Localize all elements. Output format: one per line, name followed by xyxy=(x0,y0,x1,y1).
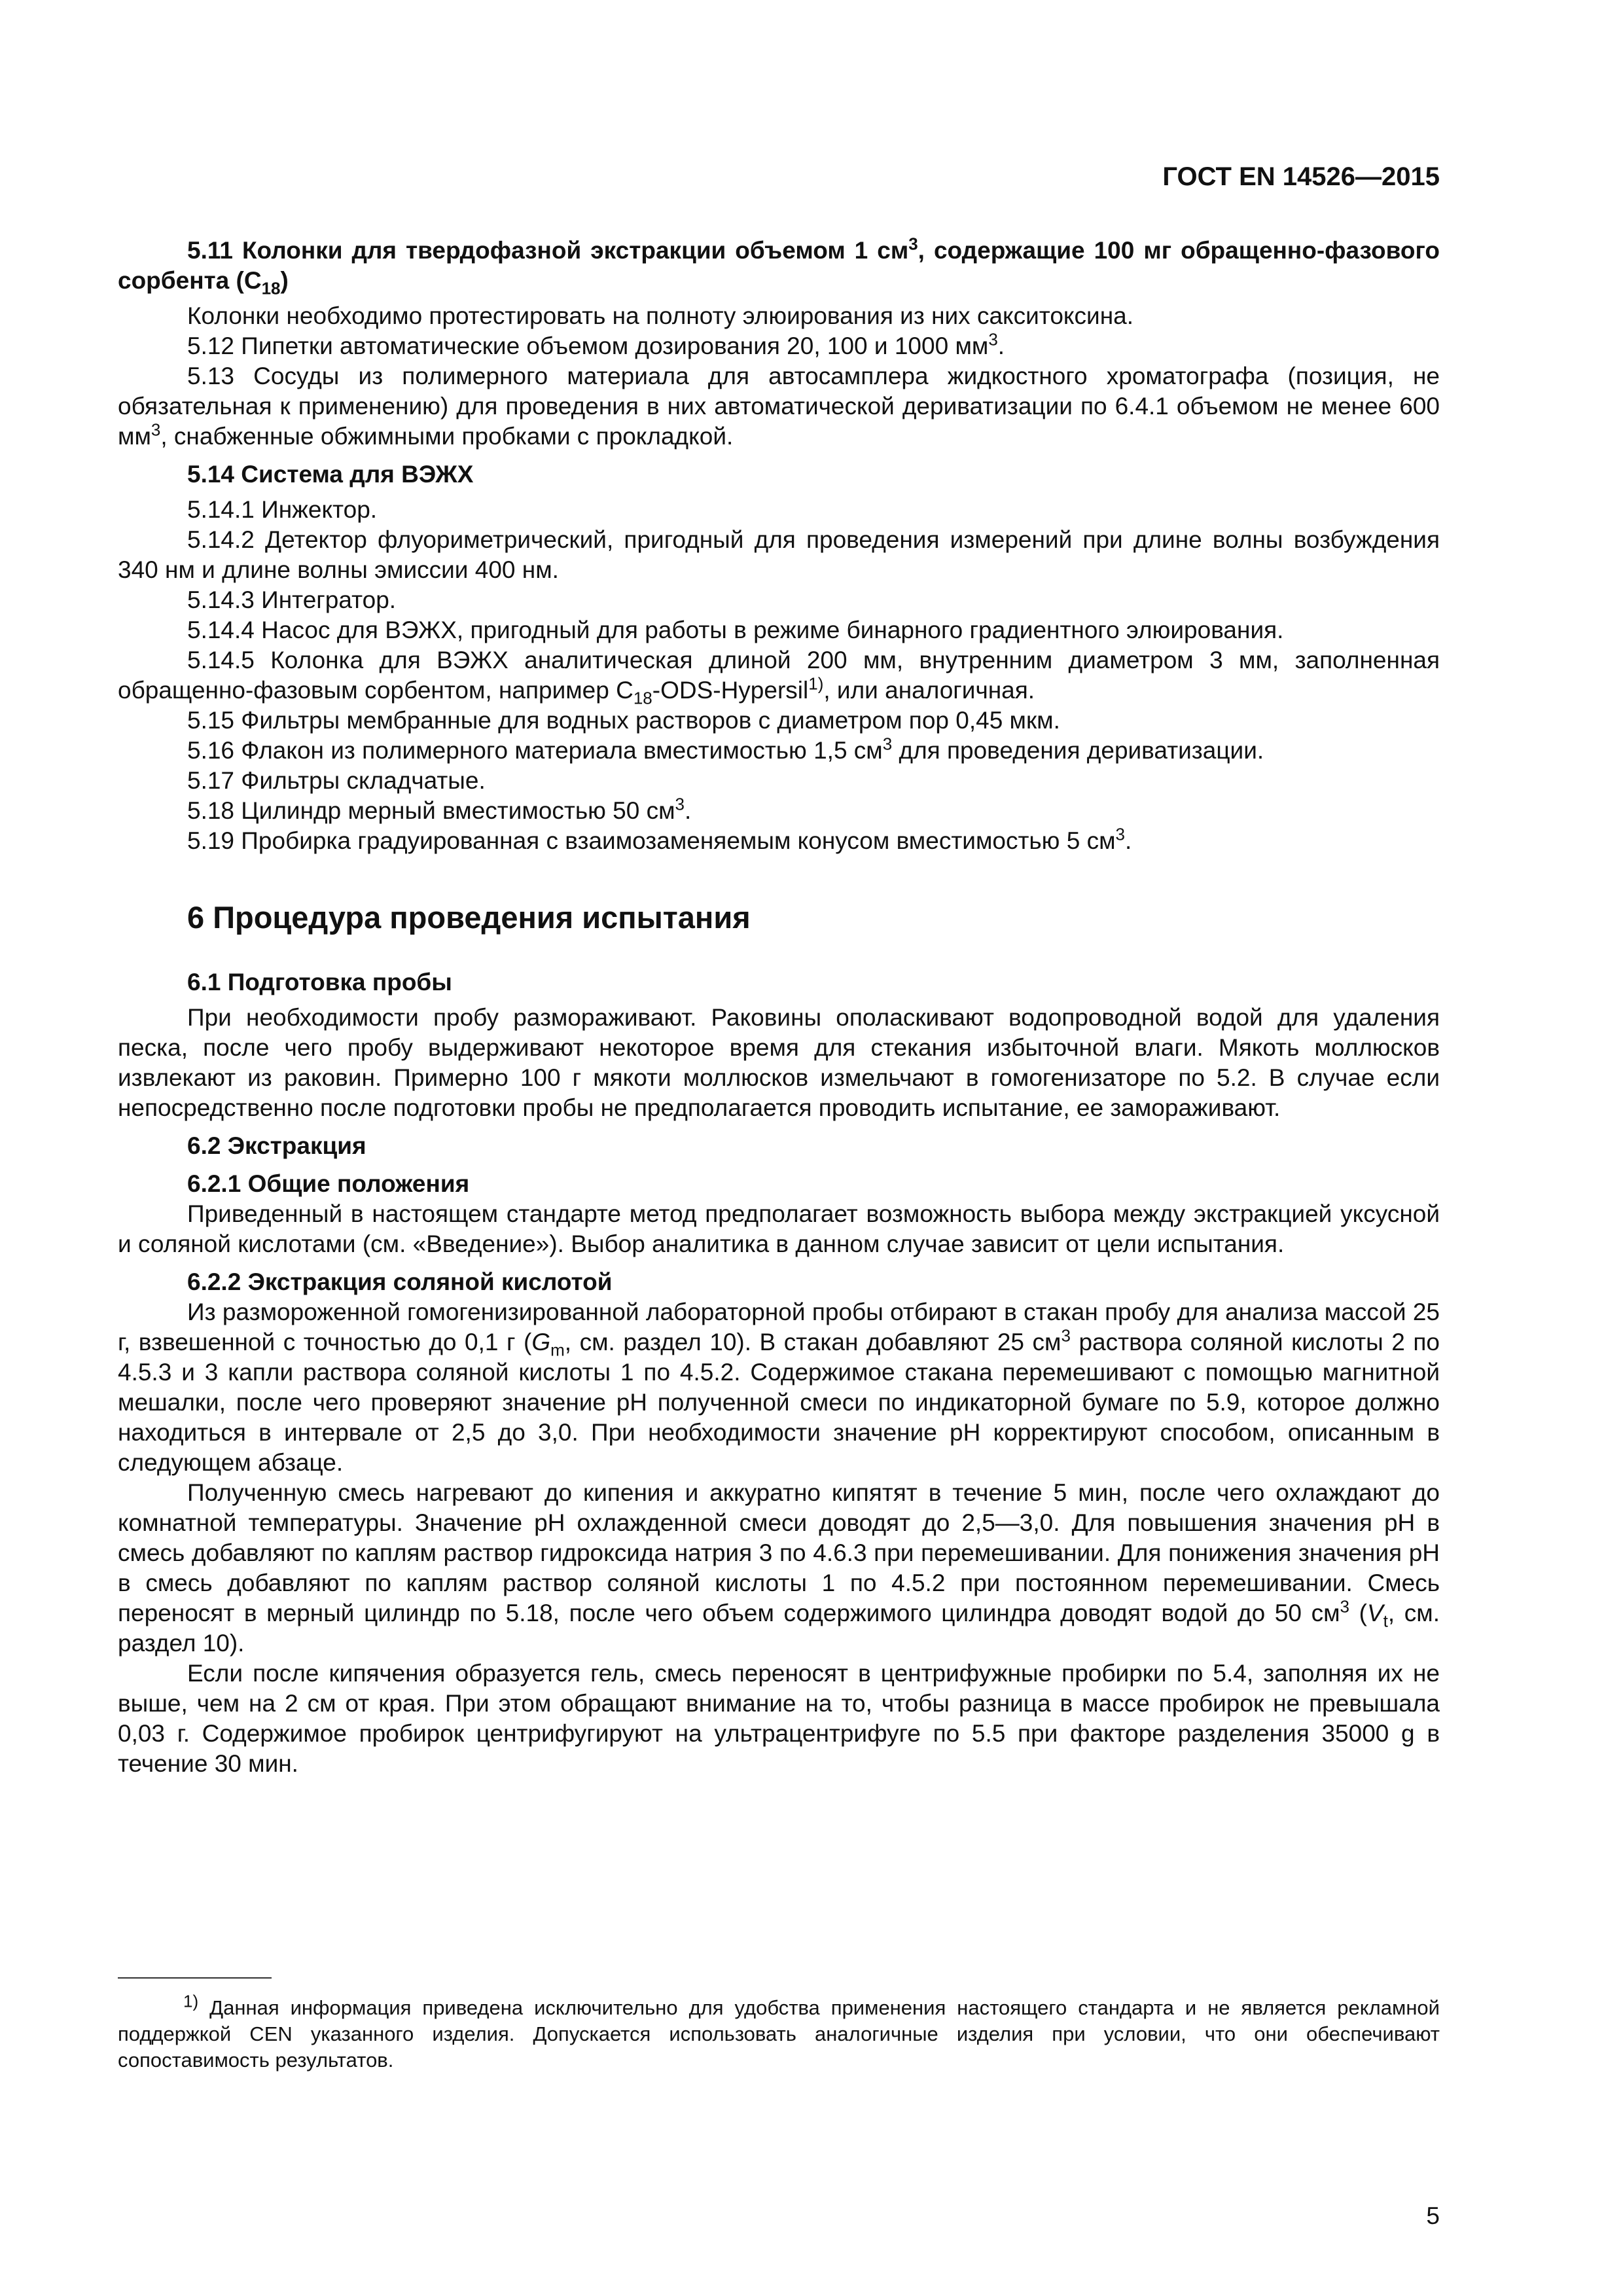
section-6-2-2-paragraph-3: Если после кипячения образуется гель, смесь переносят в центрифужные пробирки по 5.4, заполняя их не выше, чем на 2 см от края. При этом обращают внимание на то, чтобы разница в массе пробирок не превышала 0,03 г. Содержимое пробирок центрифугируют на ультрацентрифуге по 5.5 при факторе разделения 35000 g в течение 30 мин. xyxy=(118,1660,1440,1777)
section-6-1-text: При необходимости пробу размораживают. Раковины ополаскивают водопроводной водой для удаления песка, после чего пробу выдерживают некоторое время для стекания избыточной влаги. Мякоть моллюсков извлекают из раковин. Примерно 100 г мякоти моллюсков измельчают в гомогенизаторе по 5.2. В случае если непосредственно после подготовки пробы не предполагается проводить испытание, ее замораживают. xyxy=(118,1004,1440,1121)
section-5-14-1: 5.14.1 Инжектор. xyxy=(187,496,378,523)
section-5-16: 5.16 Флакон из полимерного материала вместимостью 1,5 $см^3$ для проведения дериватизации. xyxy=(187,734,1264,764)
footnote-separator xyxy=(118,1977,272,1979)
section-5-11-text: Колонки необходимо протестировать на полноту элюирования из них сакситоксина. xyxy=(187,302,1133,329)
section-5-14-5: 5.14.5 Колонка для ВЭЖХ аналитическая длиной 200 мм, внутренним диаметром 3 мм, заполненная обращенно-фазовым сорбентом, например $С_{18}-ODS-Hypersil^{1)}$, или аналогичная. xyxy=(118,647,1440,708)
footnote-text: Данная информация приведена исключительно для удобства применения настоящего стандарта и не является рекламной поддержкой CEN указанного изделия. Допускается использовать аналогичные изделия при условии, что они обеспечивают сопоставимость результатов. xyxy=(118,1996,1440,2072)
section-5-13: 5.13 Сосуды из полимерного материала для автосамплера жидкостного хроматографа (позиция, не обязательная к применению) для проведения в них автоматической дериватизации по 6.4.1 объемом не менее 600 $мм^3$, снабженные обжимными пробками с прокладкой. xyxy=(118,363,1440,450)
footnote xyxy=(118,1991,1440,2073)
section-5-14-3: 5.14.3 Интегратор. xyxy=(187,586,397,613)
section-5-14-2: 5.14.2 Детектор флуориметрический, пригодный для проведения измерений при длине волны возбуждения 340 нм и длине волны эмиссии 400 нм. xyxy=(118,526,1440,583)
document-page xyxy=(118,0,1440,2296)
footnote-mark: 1) xyxy=(183,1991,199,2011)
section-5-15: 5.15 Фильтры мембранные для водных растворов с диаметром пор 0,45 мкм. xyxy=(187,707,1060,734)
section-5-19: 5.19 Пробирка градуированная с взаимозаменяемым конусом вместимостью 5 $см^3$. xyxy=(187,824,1132,854)
document-body xyxy=(118,236,1440,1779)
section-5-14-title: 5.14 Система для ВЭЖХ xyxy=(187,461,474,488)
section-6-heading: 6 Процедура проведения испытания xyxy=(187,900,751,935)
section-5-14-4: 5.14.4 Насос для ВЭЖХ, пригодный для работы в режиме бинарного градиентного элюирования. xyxy=(187,617,1284,643)
section-6-2-2-paragraph-1: Из размороженной гомогенизированной лабораторной пробы отбирают в стакан пробу для анализа массой 25 г, взвешенной с точностью до 0,1 г ($G_m$, см. раздел 10). В стакан добавляют 25 $см^3$ раствора соляной кислоты 2 по 4.5.3 и 3 капли раствора соляной кислоты 1 по 4.5.2. Содержимое стакана перемешивают с помощью магнитной мешалки, после чего проверяют значение рН полученной смеси по индикаторной бумаге по 5.9, которое должно находиться в интервале от 2,5 до 3,0. При необходимости значение рН корректируют способом, описанным в следующем абзаце. xyxy=(118,1299,1440,1476)
section-6-2-1-title: 6.2.1 Общие положения xyxy=(187,1170,470,1197)
section-5-18: 5.18 Цилиндр мерный вместимостью 50 $см^3$. xyxy=(187,794,692,824)
section-5-17: 5.17 Фильтры складчатые. xyxy=(187,767,486,794)
section-5-11-title: 5.11 Колонки для твердофазной экстракции объемом 1 $см^3$, содержащие 100 мг обращенно-фазового сорбента $(С_{18})$ xyxy=(118,234,1440,298)
page-number: 5 xyxy=(1426,2202,1440,2229)
section-5-12: 5.12 Пипетки автоматические объемом дозирования 20, 100 и 1000 $мм^3$. xyxy=(187,329,1005,359)
footnote-reference: 1) xyxy=(808,673,824,694)
section-6-1-title: 6.1 Подготовка пробы xyxy=(187,969,452,996)
section-6-2-1-text: Приведенный в настоящем стандарте метод предполагает возможность выбора между экстракцией уксусной и соляной кислотами (см. «Введение»). Выбор аналитика в данном случае зависит от цели испытания. xyxy=(118,1200,1440,1257)
document-header: ГОСТ EN 14526—2015 xyxy=(1162,162,1440,191)
section-6-2-2-title: 6.2.2 Экстракция соляной кислотой xyxy=(187,1268,613,1295)
section-6-2-2-paragraph-2: Полученную смесь нагревают до кипения и аккуратно кипятят в течение 5 мин, после чего охлаждают до комнатной температуры. Значение рН охлажденной смеси доводят до 2,5—3,0. Для повышения значения рН в смесь добавляют по каплям раствор гидроксида натрия 3 по 4.6.3 при перемешивании. Для понижения значения рН в смесь добавляют по каплям раствор соляной кислоты 1 по 4.5.2 при постоянном перемешивании. Смесь переносят в мерный цилиндр по 5.18, после чего объем содержимого цилиндра доводят водой до 50 $см^3$ ($V_t$, см. раздел 10). xyxy=(118,1479,1440,1657)
section-6-2-title: 6.2 Экстракция xyxy=(187,1132,366,1159)
